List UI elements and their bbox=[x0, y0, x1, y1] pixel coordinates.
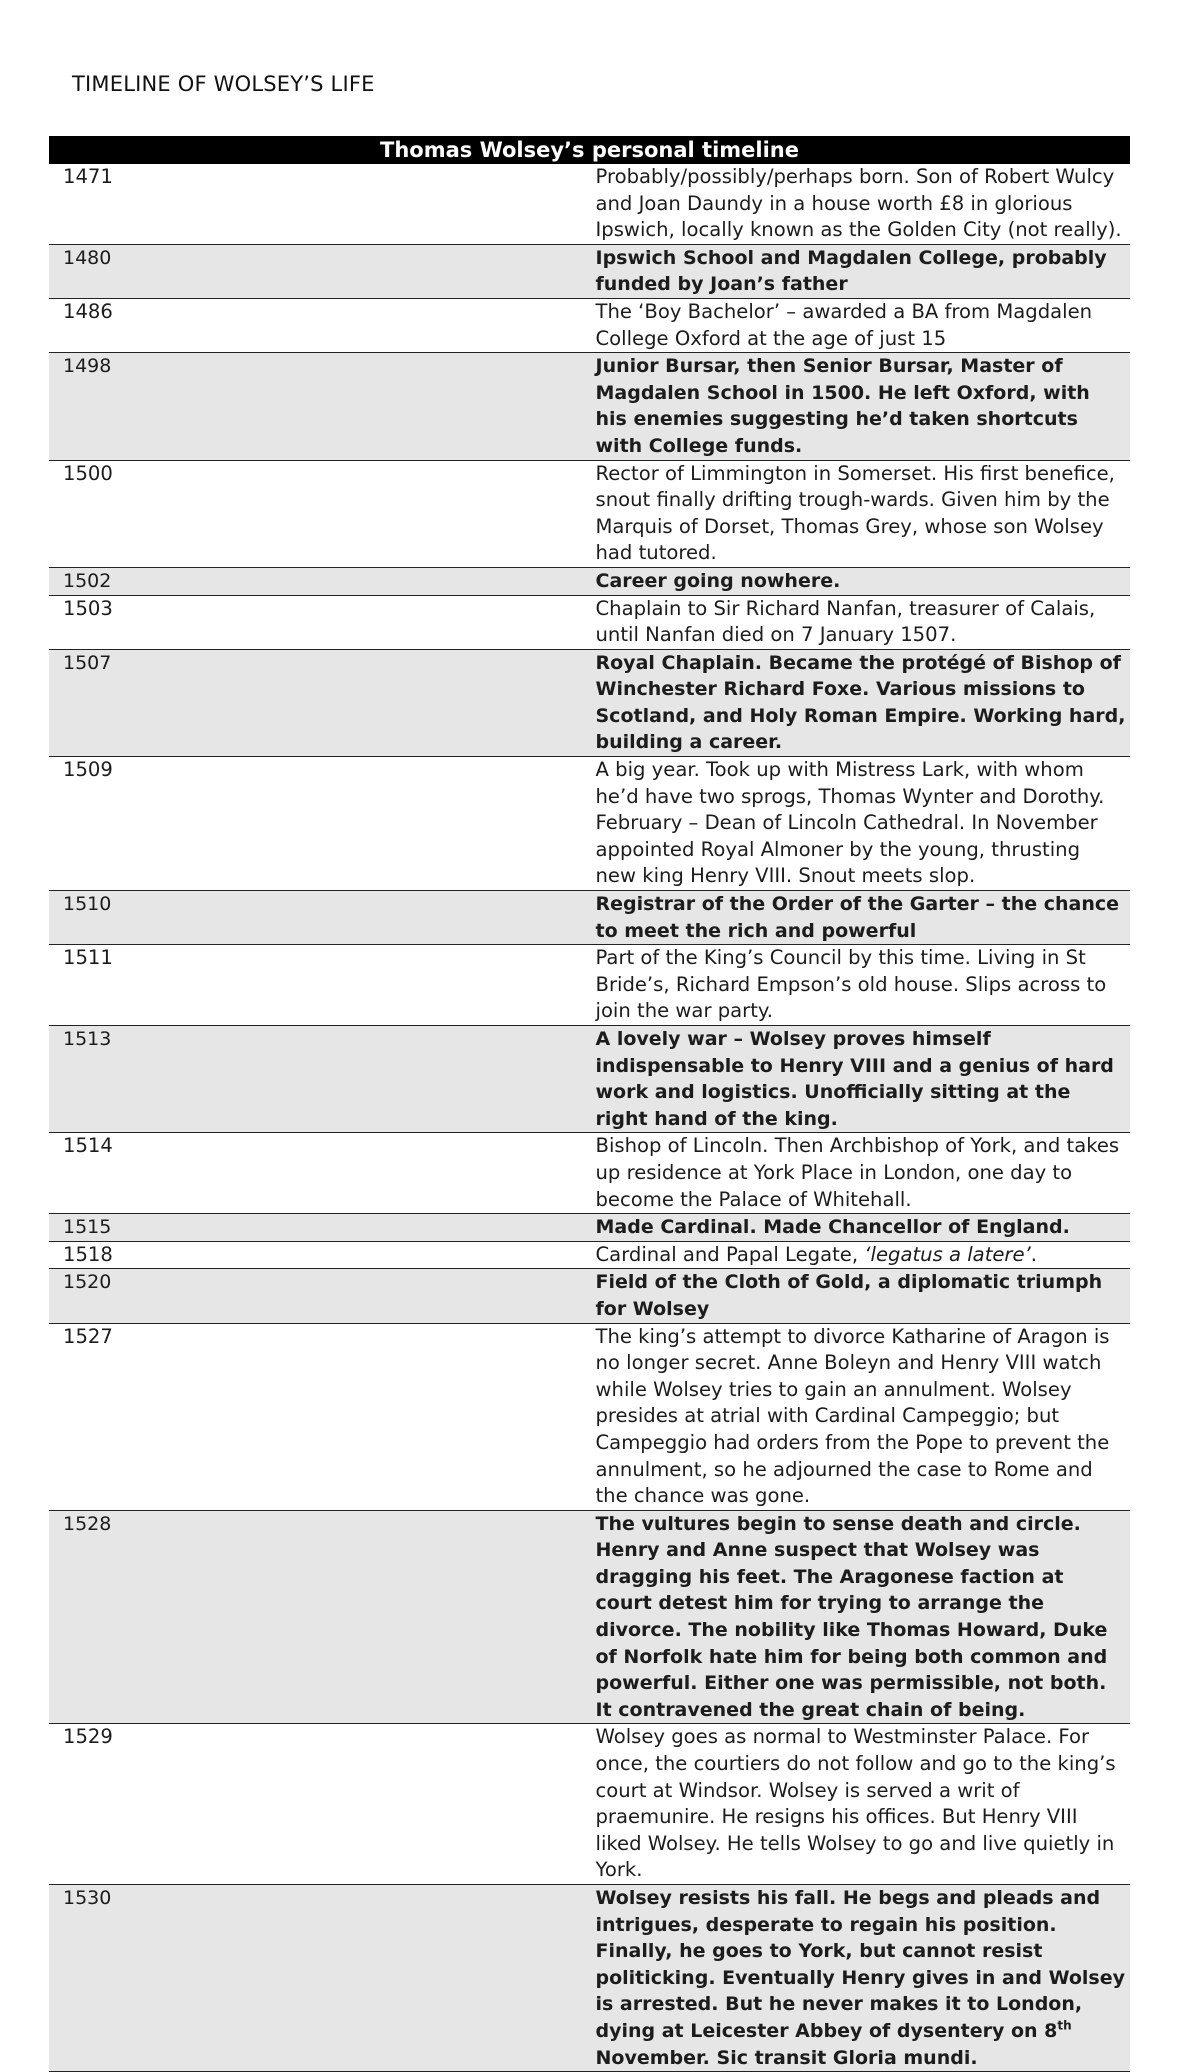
table-row bbox=[49, 460, 1130, 567]
row-event bbox=[590, 1241, 1131, 1269]
row-event: Rector of Limmington in Somerset. His first benefice, snout finally drifting trough-wards. Given him by the Marquis of Dorset, Thomas Grey, whose son Wolsey had tutored. bbox=[590, 460, 1131, 567]
table-row bbox=[49, 164, 1130, 244]
row-year: 1509 bbox=[49, 757, 590, 891]
row-year: 1514 bbox=[49, 1133, 590, 1214]
table-row bbox=[49, 1885, 1130, 2072]
table-row bbox=[49, 1323, 1130, 1510]
row-event: Made Cardinal. Made Chancellor of England. bbox=[590, 1214, 1131, 1242]
row-year: 1503 bbox=[49, 595, 590, 649]
row-event: Career going nowhere. bbox=[590, 567, 1131, 595]
row-event: A lovely war – Wolsey proves himself indispensable to Henry VIII and a genius of hard work and logistics. Unofficially sitting at the right hand of the king. bbox=[590, 1026, 1131, 1133]
row-event: Probably/possibly/perhaps born. Son of Robert Wulcy and Joan Daundy in a house worth £8 in glorious Ipswich, locally known as the Golden City (not really). bbox=[590, 164, 1131, 244]
row-year: 1486 bbox=[49, 298, 590, 352]
table-row bbox=[49, 244, 1130, 298]
table-row bbox=[49, 1510, 1130, 1724]
table-row bbox=[49, 595, 1130, 649]
table-row bbox=[49, 945, 1130, 1026]
row-event bbox=[590, 1885, 1131, 2072]
row-event: The ‘Boy Bachelor’ – awarded a BA from Magdalen College Oxford at the age of just 15 bbox=[590, 298, 1131, 352]
row-event: A big year. Took up with Mistress Lark, with whom he’d have two sprogs, Thomas Wynter and Dorothy. February – Dean of Lincoln Cathedral. In November appointed Royal Almoner by the young, thrusting new king Henry VIII. Snout meets slop. bbox=[590, 757, 1131, 891]
row-event-text-end: November. Sic transit Gloria mundi. bbox=[595, 2046, 978, 2069]
row-event-latin-phrase: ‘legatus a latere’ bbox=[864, 1242, 1031, 1266]
row-event-text: Cardinal and Papal Legate, bbox=[595, 1242, 865, 1266]
row-year: 1510 bbox=[49, 891, 590, 945]
row-event-text: Wolsey resists his fall. He begs and pleads and intrigues, desperate to regain his position. Finally, he goes to York, but cannot resist politicking. Eventually Henry gives in and Wolsey is arrested. But he never makes it to London, dying at Leicester Abbey of dysentery on 8 bbox=[595, 1887, 1126, 2042]
row-event: The vultures begin to sense death and circle. Henry and Anne suspect that Wolsey was dragging his feet. The Aragonese faction at court detest him for trying to arrange the divorce. The nobility like Thomas Howard, Duke of Norfolk hate him for being both common and powerful. Either one was permissible, not both. It contravened the great chain of being. bbox=[590, 1510, 1131, 1724]
table-row bbox=[49, 567, 1130, 595]
timeline-table bbox=[49, 136, 1130, 2072]
row-year: 1502 bbox=[49, 567, 590, 595]
row-event: Registrar of the Order of the Garter – the chance to meet the rich and powerful bbox=[590, 891, 1131, 945]
ordinal-suffix: th bbox=[1057, 2018, 1072, 2033]
row-year: 1518 bbox=[49, 1241, 590, 1269]
row-year: 1528 bbox=[49, 1510, 590, 1724]
row-event: Ipswich School and Magdalen College, probably funded by Joan’s father bbox=[590, 244, 1131, 298]
table-row bbox=[49, 757, 1130, 891]
table-row bbox=[49, 1269, 1130, 1323]
row-event: Junior Bursar, then Senior Bursar, Master of Magdalen School in 1500. He left Oxford, with his enemies suggesting he’d taken shortcuts with College funds. bbox=[590, 353, 1131, 460]
row-year: 1520 bbox=[49, 1269, 590, 1323]
table-row bbox=[49, 1724, 1130, 1885]
document-title: TIMELINE OF WOLSEY’S LIFE bbox=[72, 72, 375, 96]
table-row bbox=[49, 1026, 1130, 1133]
row-year: 1513 bbox=[49, 1026, 590, 1133]
row-event: The king’s attempt to divorce Katharine of Aragon is no longer secret. Anne Boleyn and Henry VIII watch while Wolsey tries to gain an annulment. Wolsey presides at atrial with Cardinal Campeggio; but Campeggio had orders from the Pope to prevent the annulment, so he adjourned the case to Rome and the chance was gone. bbox=[590, 1323, 1131, 1510]
table-row bbox=[49, 1241, 1130, 1269]
row-year: 1480 bbox=[49, 244, 590, 298]
row-year: 1530 bbox=[49, 1885, 590, 2072]
table-header-row bbox=[49, 136, 1130, 164]
row-year: 1527 bbox=[49, 1323, 590, 1510]
row-year: 1515 bbox=[49, 1214, 590, 1242]
row-year: 1471 bbox=[49, 164, 590, 244]
table-row bbox=[49, 1214, 1130, 1242]
table-heading: Thomas Wolsey’s personal timeline bbox=[49, 136, 1130, 164]
row-event: Chaplain to Sir Richard Nanfan, treasurer of Calais, until Nanfan died on 7 January 1507. bbox=[590, 595, 1131, 649]
row-event: Bishop of Lincoln. Then Archbishop of York, and takes up residence at York Place in London, one day to become the Palace of Whitehall. bbox=[590, 1133, 1131, 1214]
row-event: Part of the King’s Council by this time. Living in St Bride’s, Richard Empson’s old house. Slips across to join the war party. bbox=[590, 945, 1131, 1026]
row-event: Wolsey goes as normal to Westminster Palace. For once, the courtiers do not follow and go to the king’s court at Windsor. Wolsey is served a writ of praemunire. He resigns his offices. But Henry VIII liked Wolsey. He tells Wolsey to go and live quietly in York. bbox=[590, 1724, 1131, 1885]
row-year: 1500 bbox=[49, 460, 590, 567]
row-year: 1511 bbox=[49, 945, 590, 1026]
row-event-text-end: . bbox=[1030, 1242, 1038, 1266]
table-row bbox=[49, 353, 1130, 460]
row-year: 1498 bbox=[49, 353, 590, 460]
table-row bbox=[49, 1133, 1130, 1214]
table-row bbox=[49, 298, 1130, 352]
row-event: Royal Chaplain. Became the protégé of Bishop of Winchester Richard Foxe. Various missions to Scotland, and Holy Roman Empire. Working hard, building a career. bbox=[590, 649, 1131, 756]
row-year: 1507 bbox=[49, 649, 590, 756]
table-row bbox=[49, 649, 1130, 756]
row-year: 1529 bbox=[49, 1724, 590, 1885]
row-event: Field of the Cloth of Gold, a diplomatic triumph for Wolsey bbox=[590, 1269, 1131, 1323]
table-row bbox=[49, 891, 1130, 945]
